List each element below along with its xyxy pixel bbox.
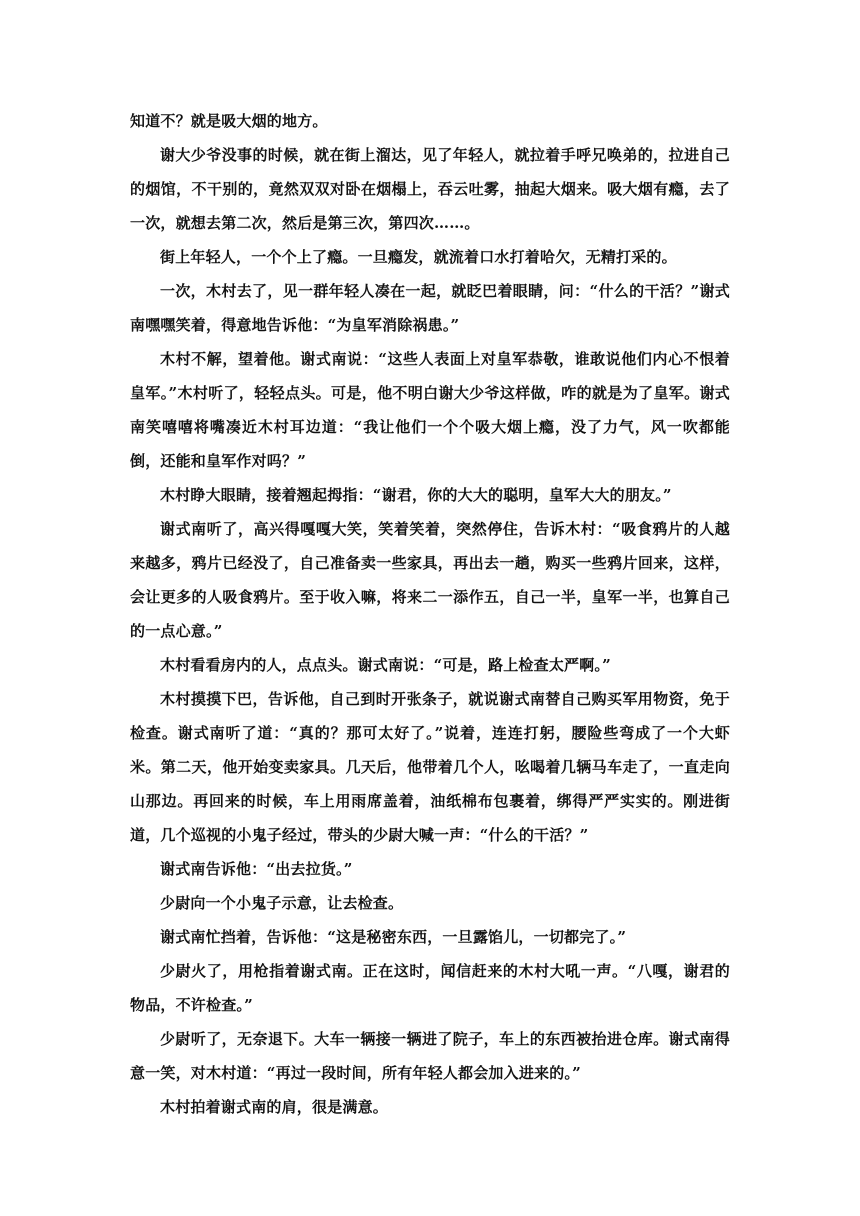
document-body bbox=[130, 104, 730, 1124]
paragraph-5: 木村不解，望着他。谢式南说：“这些人表面上对皇军恭敬，谁敢说他们内心不恨着皇军。”木村听了，轻轻点头。可是，他不明白谢大少爷这样做，咋的就是为了皇军。谢式南笑嘻嘻将嘴凑近木村耳边道：“我让他们一个个吸大烟上瘾，没了力气，风一吹都能倒，还能和皇军作对吗？” bbox=[130, 350, 730, 470]
paragraph-15: 木村拍着谢式南的肩，很是满意。 bbox=[160, 1098, 389, 1116]
paragraph-10: 谢式南告诉他：“出去拉货。” bbox=[160, 860, 353, 878]
paragraph-9: 木村摸摸下巴，告诉他，自己到时开张条子，就说谢式南替自己购买军用物资，免于检查。谢式南听了道：“真的？那可太好了。”说着，连连打躬，腰险些弯成了一个大虾米。第二天，他开始变卖家具。几天后，他带着几个人，吆喝着几辆马车走了，一直走向山那边。再回来的时候，车上用雨席盖着，油纸棉布包裹着，绑得严严实实的。刚进街道，几个巡视的小鬼子经过，带头的少尉大喊一声：“什么的干活？” bbox=[130, 690, 730, 844]
paragraph-3: 街上年轻人，一个个上了瘾。一旦瘾发，就流着口水打着哈欠，无精打采的。 bbox=[160, 248, 677, 266]
paragraph-6: 木村睁大眼睛，接着翘起拇指：“谢君，你的大大的聪明，皇军大大的朋友。” bbox=[160, 486, 672, 504]
paragraph-11: 少尉向一个小鬼子示意，让去检查。 bbox=[160, 894, 404, 912]
paragraph-14: 少尉听了，无奈退下。大车一辆接一辆进了院子，车上的东西被抬进仓库。谢式南得意一笑，对木村道：“再过一段时间，所有年轻人都会加入进来的。” bbox=[130, 1030, 730, 1082]
paragraph-13: 少尉火了，用枪指着谢式南。正在这时，闻信赶来的木村大吼一声。“八嘎，谢君的物品，不许检查。” bbox=[130, 962, 730, 1014]
paragraph-2: 谢大少爷没事的时候，就在街上溜达，见了年轻人，就拉着手呼兄唤弟的，拉进自己的烟馆，不干别的，竟然双双对卧在烟榻上，吞云吐雾，抽起大烟来。吸大烟有瘾，去了一次，就想去第二次，然后是第三次，第四次……。 bbox=[130, 146, 730, 232]
paragraph-8: 木村看看房内的人，点点头。谢式南说：“可是，路上检查太严啊。” bbox=[160, 656, 611, 674]
paragraph-1: 知道不？就是吸大烟的地方。 bbox=[130, 112, 328, 130]
paragraph-12: 谢式南忙挡着，告诉他：“这是秘密东西，一旦露馅儿，一切都完了。” bbox=[160, 928, 627, 946]
paragraph-7: 谢式南听了，高兴得嘎嘎大笑，笑着笑着，突然停住，告诉木村：“吸食鸦片的人越来越多，鸦片已经没了，自己准备卖一些家具，再出去一趟，购买一些鸦片回来，这样，会让更多的人吸食鸦片。至于收入嘛，将来二一添作五，自己一半，皇军一半，也算自己的一点心意。” bbox=[130, 520, 730, 640]
paragraph-4: 一次，木村去了，见一群年轻人凑在一起，就眨巴着眼睛，问：“什么的干活？”谢式南嘿嘿笑着，得意地告诉他：“为皇军消除祸患。” bbox=[130, 282, 730, 334]
